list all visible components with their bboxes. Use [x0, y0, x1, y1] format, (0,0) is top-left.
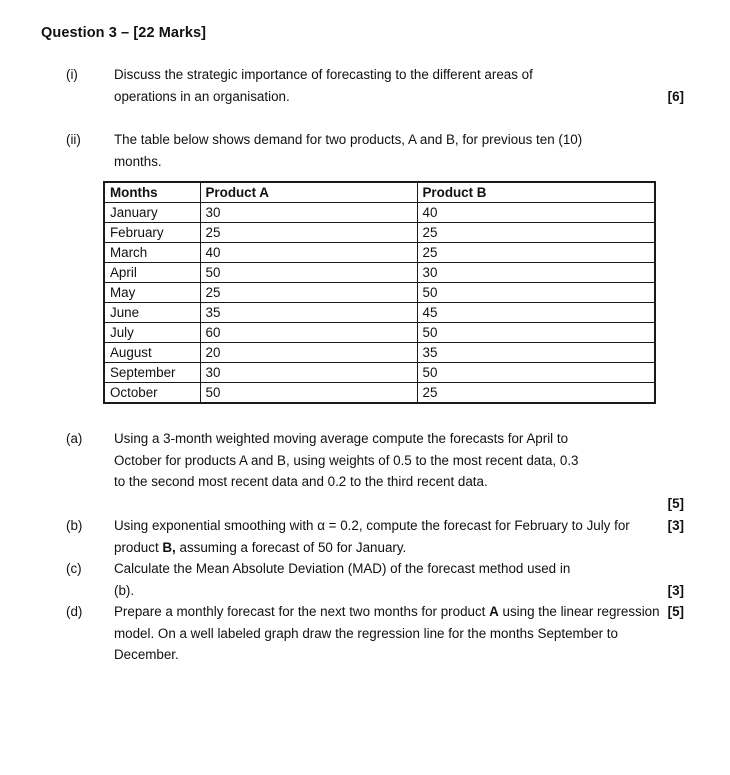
cell-product-b: 25: [417, 223, 655, 243]
part-a-line-1: Using a 3-month weighted moving average compute the forecasts for April to: [114, 431, 569, 446]
question-part-b: [66, 515, 684, 558]
cell-product-a: 20: [200, 343, 417, 363]
cell-product-a: 50: [200, 263, 417, 283]
cell-product-b: 35: [417, 343, 655, 363]
question-part-a: [66, 428, 684, 514]
marks-badge-a: [5]: [667, 495, 684, 511]
part-label-ii: (ii): [66, 132, 81, 147]
marks-badge-c: [3]: [667, 582, 684, 598]
table-row: [104, 363, 655, 383]
cell-product-a: 30: [200, 203, 417, 223]
part-ii-line-2: months.: [114, 153, 162, 169]
column-header-product-a: Product A: [200, 182, 417, 203]
part-label-d: (d): [66, 604, 83, 619]
part-body-c: [114, 558, 684, 601]
question-part-d: [66, 601, 684, 666]
cell-product-a: 50: [200, 383, 417, 404]
cell-product-a: 35: [200, 303, 417, 323]
cell-product-a: 25: [200, 283, 417, 303]
cell-product-a: 30: [200, 363, 417, 383]
part-i-line-2-text: operations in an organisation.: [114, 88, 290, 104]
part-body-d: [114, 601, 684, 666]
cell-product-b: 25: [417, 383, 655, 404]
marks-badge-d: [5]: [667, 604, 684, 619]
cell-month: October: [104, 383, 200, 404]
part-label-i: (i): [66, 67, 78, 82]
part-a-line-2: October for products A and B, using weights of 0.5 to the most recent data, 0.3: [114, 452, 579, 468]
demand-table: [103, 181, 656, 404]
part-d-text-after: using the linear regression model. On a well labeled graph draw the regression line for the months September to December.: [114, 604, 660, 662]
part-d-product-bold: A: [489, 604, 499, 619]
cell-product-b: 45: [417, 303, 655, 323]
table-header-row: [104, 182, 655, 203]
cell-month: June: [104, 303, 200, 323]
part-i-line-1: Discuss the strategic importance of forecasting to the different areas of: [114, 67, 533, 82]
table-row: [104, 203, 655, 223]
question-part-c: [66, 558, 684, 601]
part-i-line-2: [114, 86, 684, 108]
marks-badge-i: [6]: [667, 88, 684, 104]
cell-product-a: 40: [200, 243, 417, 263]
part-b-product-bold: B,: [162, 539, 176, 555]
cell-month: July: [104, 323, 200, 343]
part-b-text-after: assuming a forecast of 50 for January.: [175, 539, 407, 555]
part-c-line-2: [114, 580, 684, 602]
demand-table-container: [103, 181, 656, 404]
cell-month: September: [104, 363, 200, 383]
cell-product-b: 50: [417, 363, 655, 383]
question-part-ii: [66, 129, 684, 172]
cell-product-a: 25: [200, 223, 417, 243]
part-body-a: [114, 428, 684, 514]
part-a-line-3: to the second most recent data and 0.2 to the third recent data.: [114, 474, 488, 489]
cell-month: March: [104, 243, 200, 263]
part-b-text-before: Using exponential smoothing with α = 0.2, compute the forecast for February to July for product: [114, 518, 630, 555]
cell-product-b: 30: [417, 263, 655, 283]
part-label-c: (c): [66, 561, 82, 576]
cell-month: August: [104, 343, 200, 363]
cell-product-a: 60: [200, 323, 417, 343]
cell-product-b: 40: [417, 203, 655, 223]
table-row: [104, 283, 655, 303]
part-label-a: (a): [66, 431, 83, 446]
cell-product-b: 25: [417, 243, 655, 263]
part-body-ii: [114, 129, 684, 172]
table-row: [104, 323, 655, 343]
cell-month: April: [104, 263, 200, 283]
page-title: Question 3 – [22 Marks]: [41, 25, 207, 41]
part-d-text-before: Prepare a monthly forecast for the next two months for product: [114, 604, 490, 619]
cell-product-b: 50: [417, 283, 655, 303]
marks-badge-b: [3]: [667, 518, 684, 533]
part-c-line-1: Calculate the Mean Absolute Deviation (MAD) of the forecast method used in: [114, 561, 571, 576]
cell-month: February: [104, 223, 200, 243]
cell-month: May: [104, 283, 200, 303]
table-row: [104, 383, 655, 404]
part-c-line-2-text: (b).: [114, 582, 135, 598]
table-row: [104, 303, 655, 323]
part-label-b: (b): [66, 518, 83, 533]
part-ii-line-1: The table below shows demand for two products, A and B, for previous ten (10): [114, 132, 583, 147]
cell-month: January: [104, 203, 200, 223]
column-header-months: Months: [104, 182, 200, 203]
table-row: [104, 243, 655, 263]
table-row: [104, 343, 655, 363]
part-body-b: [114, 515, 684, 558]
part-body-i: [114, 64, 684, 107]
column-header-product-b: Product B: [417, 182, 655, 203]
question-part-i: [66, 64, 684, 107]
table-row: [104, 223, 655, 243]
table-row: [104, 263, 655, 283]
cell-product-b: 50: [417, 323, 655, 343]
